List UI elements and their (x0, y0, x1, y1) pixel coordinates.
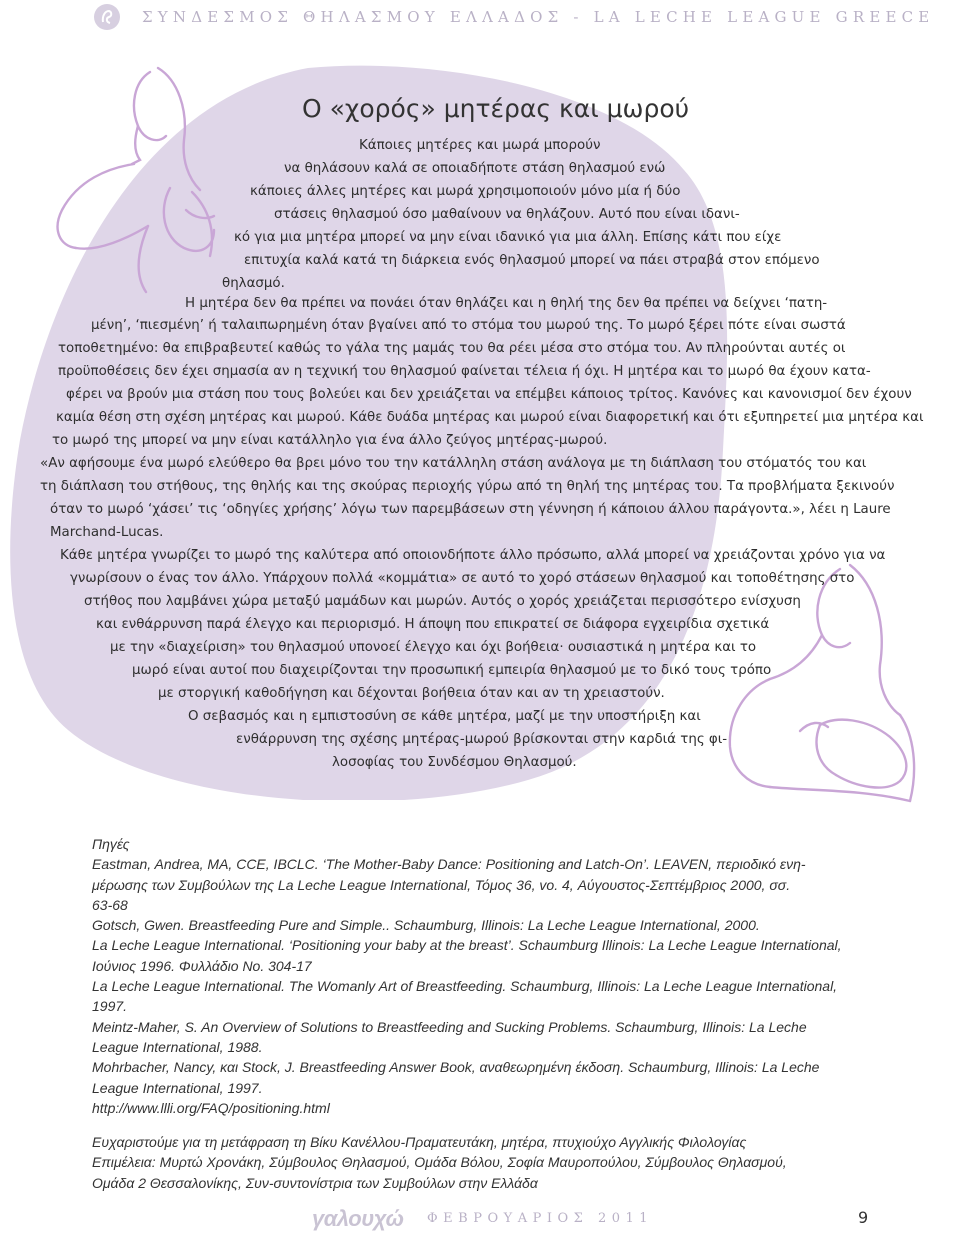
body-line: τοποθετημένο: θα επιβραβευτεί καθώς το γάλα της μαμάς του θα ρέει μέσα στο στόμα του. Αν πληρούνται αυτές οι (58, 341, 846, 356)
body-line: Η μητέρα δεν θα πρέπει να πονάει όταν θηλάζει και η θηλή της δεν θα πρέπει να δείχνει ‘πατη- (185, 296, 828, 311)
source-entry: 63-68 (92, 896, 128, 913)
body-line: επιτυχία καλά κατά τη διάρκεια ενός θηλασμού μπορεί να πάει στραβά στον επόμενο (244, 253, 820, 268)
body-line: θηλασμό. (222, 276, 285, 291)
body-line: προϋποθέσεις δεν έχει σημασία αν η τεχνική του θηλασμού φαίνεται τέλεια ή όχι. Η μητέρα και το μωρό θα έχουν κατα- (58, 364, 871, 379)
sources-section (92, 834, 882, 1118)
source-entry: Ιούνιος 1996. Φυλλάδιο No. 304-17 (92, 957, 312, 974)
body-line: κάποιες άλλες μητέρες και μωρά χρησιμοποιούν μόνο μία ή δύο (250, 184, 681, 199)
body-line: όταν το μωρό ‘χάσει’ τις ‘οδηγίες χρήσης’ λόγω των παρεμβάσεων στη γέννηση ή κάποιου άλλου παράγοντα.», λέει η Laure (50, 502, 891, 517)
mother-cradle-hold-illustration (38, 60, 238, 310)
body-line: Κάποιες μητέρες και μωρά μπορούν (359, 138, 601, 153)
body-line: «Αν αφήσουμε ένα μωρό ελεύθερο θα βρει μόνο του την κατάλληλη στάση ανάλογα με τη διάπλαση του στόματός του και (40, 456, 867, 471)
article-title: Ο «χορός» μητέρας και μωρού (302, 94, 690, 123)
body-line: το μωρό της μπορεί να μην είναι κατάλληλο για ένα άλλο ζεύγος μητέρας-μωρού. (52, 433, 608, 448)
source-entry: Meintz-Maher, S. An Overview of Solutions to Breastfeeding and Sucking Problems. Schaumburg, Illinois: La Leche (92, 1018, 807, 1035)
body-line: Marchand-Lucas. (50, 525, 164, 540)
body-line: μωρό είναι αυτοί που διαχειρίζονται την προσωπική εμπειρία θηλασμού με το δικό τους τρόπο (132, 663, 772, 678)
source-entry: Gotsch, Gwen. Breastfeeding Pure and Simple.. Schaumburg, Illinois: La Leche League International, 2000. (92, 917, 760, 934)
body-line: κό για μια μητέρα μπορεί να μην είναι ιδανικό για μια άλλη. Επίσης κάτι που είχε (234, 230, 782, 245)
source-entry: La Leche League International. The Womanly Art of Breastfeeding. Schaumburg, Illinois: La Leche League International, (92, 978, 838, 995)
body-line: φέρει να βρούν μια στάση που τους βολεύει και δεν χρειάζεται να επέμβει κάποιος τρίτος. Κανόνες και κανονισμοί δεν έχουν (66, 387, 912, 402)
body-line: με την «διαχείριση» του θηλασμού υπονοεί έλεγχο και όχι βοήθεια· ουσιαστικά η μητέρα και το (110, 640, 757, 655)
source-entry: Mohrbacher, Nancy, και Stock, J. Breastfeeding Answer Book, αναθεωρημένη έκδοση. Schaumburg, Illinois: La Leche (92, 1059, 820, 1076)
league-logo-icon (94, 4, 120, 30)
page-number: 9 (858, 1208, 869, 1227)
body-line: στάσεις θηλασμού όσο μαθαίνουν να θηλάζουν. Αυτό που είναι ιδανι- (274, 207, 740, 222)
body-line: μένη’, ‘πιεσμένη’ ή ταλαιπωρημένη όταν βγαίνει από το στόμα του μωρού της. Το μωρό ξέρει πότε είναι σωστά (91, 318, 846, 333)
source-entry: μέρωσης των Συμβούλων της La Leche League International, Τόμος 36, vo. 4, Αύγουστος-Σεπτέμβριος 2000, σσ. (92, 876, 791, 893)
source-entry: La Leche League International. ‘Positioning your baby at the breast’. Schaumburg Illinois: La Leche League International, (92, 937, 842, 954)
source-entry: League International, 1997. (92, 1079, 263, 1096)
body-line: Κάθε μητέρα γνωρίζει το μωρό της καλύτερα από οποιονδήποτε άλλο πρόσωπο, αλλά μπορεί να χρειάζονται χρόνο για να (60, 548, 886, 563)
credits-section (92, 1132, 892, 1193)
sources-heading: Πηγές (92, 836, 130, 852)
body-line: στήθος που λαμβάνει χώρα μεταξύ μαμάδων και μωρών. Αυτός ο χορός χρειάζεται περισσότερο ενίσχυση (84, 594, 801, 609)
credits-translation: Ευχαριστούμε για τη μετάφραση τη Βίκυ Κανέλλου-Πραματευτάκη, μητέρα, πτυχιούχο Αγγλικής Φιλολογίας (92, 1134, 747, 1150)
credits-editing-cont: Ομάδα 2 Θεσσαλονίκης, Συν-συντονίστρια των Συμβούλων στην Ελλάδα (92, 1174, 538, 1191)
source-entry: Eastman, Andrea, MA, CCE, IBCLC. ‘The Mother-Baby Dance: Positioning and Latch-On’. LEAVEN, περιοδικό ενη- (92, 856, 806, 873)
organization-name: ΣΥΝΔΕΣΜΟΣ ΘΗΛΑΣΜΟΥ ΕΛΛΑΔΟΣ - LA LECHE LEAGUE GREECE (142, 8, 935, 26)
body-line: ενθάρρυνση της σχέσης μητέρας-μωρού βρίσκονται στην καρδιά της φι- (236, 732, 728, 747)
credits-editing: Επιμέλεια: Μυρτώ Χρονάκη, Σύμβουλος Θηλασμού, Ομάδα Βόλου, Σοφία Μαυροπούλου, Σύμβουλος Θηλασμού, (92, 1154, 787, 1171)
source-entry: 1997. (92, 998, 128, 1015)
body-line: καμία θέση στη σχέση μητέρας και μωρού. Κάθε δυάδα μητέρας και μωρού είναι διαφορετική και ότι εξυπηρετεί μια μητέρα και (56, 410, 924, 425)
magazine-brand-logo: γαλουχώ (312, 1206, 404, 1231)
body-line: με στοργική καθοδήγηση και δέχονται βοήθεια όταν και αν τη χρειαστούν. (158, 686, 665, 701)
body-line: να θηλάσουν καλά σε οποιαδήποτε στάση θηλασμού ενώ (284, 161, 666, 176)
body-line: και ενθάρρυνση παρά έλεγχο και περιορισμό. Η άποψη που επικρατεί σε διάφορα εγχειρίδια σχετικά (96, 617, 770, 632)
body-line: λοσοφίας του Συνδέσμου Θηλασμού. (332, 755, 577, 770)
body-line: Ο σεβασμός και η εμπιστοσύνη σε κάθε μητέρα, μαζί με την υποστήριξη και (188, 709, 701, 724)
page-header (0, 0, 960, 40)
body-line: τη διάπλαση του στήθους, της θηλής και της σκούρας περιοχής γύρω από τη θηλή της μητέρας του. Τα προβλήματα ξεκινούν (40, 479, 895, 494)
source-entry: League International, 1988. (92, 1038, 263, 1055)
source-link[interactable]: http://www.llli.org/FAQ/positioning.html (92, 1099, 330, 1116)
body-line: γνωρίσουν ο ένας τον άλλο. Υπάρχουν πολλά «κομμάτια» σε αυτό το χορό στάσεων θηλασμού και τοποθέτησης στο (70, 571, 855, 586)
issue-month: ΦΕΒΡΟΥΑΡΙΟΣ 2011 (427, 1211, 654, 1226)
